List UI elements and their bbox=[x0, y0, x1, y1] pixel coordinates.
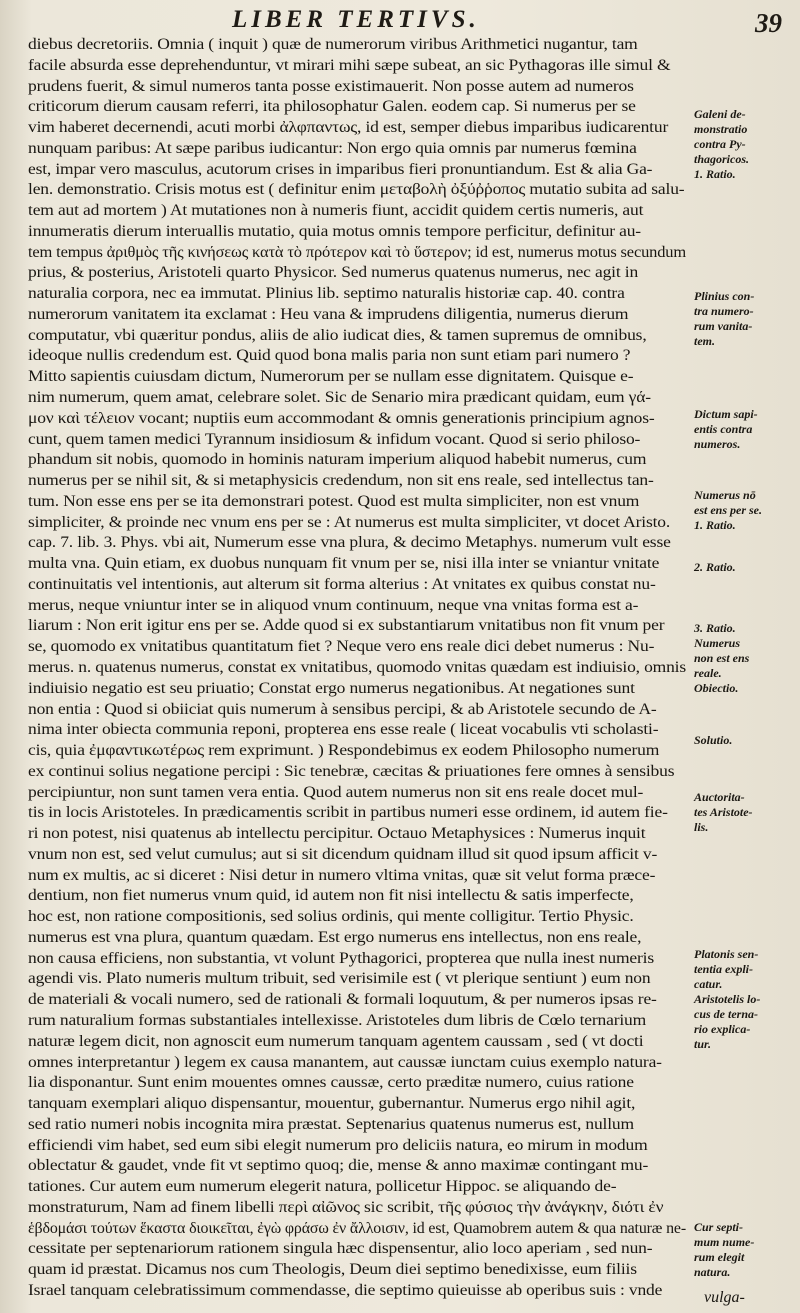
text-line: numerus est vna plura, quantum quædam. Est ergo numerus ens intellectus, non ens reale, bbox=[28, 927, 642, 946]
text-line: tationes. Cur autem eum numerum elegerit natura, pollicetur Hippoc. se aliquando de- bbox=[28, 1177, 617, 1196]
text-line: naturæ legem dicit, non agnoscit eum numerum tanquam agentem caussam , sed ( vt docti bbox=[28, 1031, 644, 1050]
text-line: cunt, quem tamen medici Tyrannum insidiosum & infidum vocant. Quod si serio philoso- bbox=[28, 429, 641, 448]
text-line: num ex multis, ac si diceret : Nisi detur in numero vltima vnitas, quæ sit velut forma præce- bbox=[28, 865, 656, 884]
text-line: numerus per se nihil sit, & si metaphysicis credendum, non sit ens reale, sed intellectus tan- bbox=[28, 471, 654, 490]
text-line: continuitatis vel intentionis, aut alterum sit forma alterius : At vnitates ex quibus constat nu- bbox=[28, 574, 656, 593]
margin-note: 3. Ratio. Numerus non est ens reale. Obiectio. bbox=[694, 621, 750, 695]
text-line: ri non potest, nisi quatenus ab intellectu percipitur. Octauo Metaphysices : Numerus inquit bbox=[28, 824, 646, 843]
text-line: rum naturalium formas substantiales intellexisse. Aristoteles dum libris de Cœlo ternarium bbox=[28, 1010, 647, 1029]
text-line: nim numerum, quem amat, celebrare solet. Sic de Senario mira prædicant quidam, eum γά- bbox=[28, 388, 651, 407]
text-line: omnes interpretantur ) legem ex causa manantem, aut caussæ iunctam cuius exemplo natura- bbox=[28, 1052, 662, 1071]
text-line: liarum : Non erit igitur ens per se. Adde quod si ex substantiarum vnitatibus non fit vnum per bbox=[28, 616, 665, 635]
text-line: multa vna. Quin etiam, ex duobus nunquam fit vnum per se, nisi illa inter se vniantur vnitate bbox=[28, 554, 660, 573]
margin-note: 2. Ratio. bbox=[694, 560, 736, 574]
text-line: μον καὶ τέλειον vocant; nuptiis eum accommodant & omnis generationis principium agnos- bbox=[28, 408, 655, 427]
text-line: tem tempus ἀριθμὸς τῆς κινήσεως κατὰ τὸ πρότερον καὶ τὸ ὕστερον; id est, numerus motus secundum bbox=[28, 242, 686, 261]
margin-note: Auctorita- tes Aristote- lis. bbox=[694, 790, 753, 834]
text-line: efficiendi vim habet, sed eum sibi elegit numerum pro deliciis natura, eo mirum in modum bbox=[28, 1135, 648, 1154]
margin-note: Solutio. bbox=[694, 733, 733, 747]
text-line: simpliciter, & proinde nec vnum ens per se : At numerus est multa simpliciter, vt docet Aristo. bbox=[28, 512, 671, 531]
text-line: prius, & posterius, Aristoteli quarto Physicor. Sed numerus quatenus numerus, nec agit in bbox=[28, 263, 639, 282]
text-line: ἑβδομάσι τούτων ἕκαστα διοικεῖται, ἐγὼ φράσω ἐν ἄλλοισιν, id est, Quamobrem autem & qua naturæ ne- bbox=[28, 1218, 686, 1237]
text-line: len. demonstratio. Crisis motus est ( definitur enim μεταβολὴ ὀξύῤῥοπος mutatio subita ad salu- bbox=[28, 180, 685, 199]
text-line: tem aut ad mortem ) At mutationes non à numeris fiunt, accidit quidem certis numeris, aut bbox=[28, 201, 644, 220]
text-line: sed ratio numeri nobis incognita mira præstat. Septenarius quatenus numerus est, nullum bbox=[28, 1114, 634, 1133]
margin-note: Plinius con- tra numero- rum vanita- tem. bbox=[694, 289, 755, 348]
margin-note: Galeni de- monstratio contra Py- thagoricos. 1. Ratio. bbox=[694, 107, 750, 181]
text-line: se, quomodo ex vnitatibus quantitatum fiet ? Neque vero ens reale dici debet numerus : Nu- bbox=[28, 637, 655, 656]
text-line: tanquam exemplari aliquo dispensantur, mouentur, gubernantur. Numerus ergo nihil agit, bbox=[28, 1094, 636, 1113]
text-line: tum. Non esse ens per se ita demonstrari potest. Quod est multa simpliciter, non est vnum bbox=[28, 491, 640, 510]
text-line: phandum sit nobis, quomodo in hominis naturam imperium aliquod habebit numerus, cum bbox=[28, 450, 647, 469]
text-line: ex continui solius negatione percipi : Sic tenebræ, cæcitas & priuationes fere omnes à sensibus bbox=[28, 761, 675, 780]
margin-note: Cur septi- mum nume- rum elegit natura. bbox=[694, 1220, 755, 1279]
text-line: computatur, vbi quæritur pondus, aliis de alio iudicat dies, & tamen supremus de omnibus, bbox=[28, 325, 647, 344]
text-line: percipiuntur, non sunt tamen vera entia. Quod autem numerus non sit ens reale docet mul- bbox=[28, 782, 644, 801]
text-line: ideoque nullis credendum est. Quid quod bona malis paria non sunt etiam pari numero ? bbox=[28, 346, 631, 365]
text-line: criticorum dierum causam referri, ita philosophatur Galen. eodem cap. Si numerus per se bbox=[28, 97, 636, 116]
running-title: LIBER TERTIVS. bbox=[232, 6, 480, 33]
text-line: dentium, non fiet numerus vnum quid, id autem non fit nisi intellectu & satis imperfecte, bbox=[28, 886, 634, 905]
text-line: merus, neque vniuntur inter se in aliquod vnum continuum, neque vna vnitas forma est a- bbox=[28, 595, 639, 614]
text-line: diebus decretoriis. Omnia ( inquit ) quæ de numerorum viribus Arithmetici nugantur, tam bbox=[28, 35, 638, 53]
main-text-block bbox=[28, 34, 686, 1301]
text-line: cessitate per septenariorum rationem singula hæc dispensentur, alio loco aperiam , sed nun- bbox=[28, 1239, 653, 1258]
text-line: Israel tanquam celebratissimum commendasse, die septimo quieuisse ab operibus suis : vnde bbox=[28, 1280, 663, 1299]
margin-note: Numerus nō est ens per se. 1. Ratio. bbox=[694, 488, 762, 532]
text-line: vim haberet decernendi, acuti morbi ἀλφπαντως, id est, semper diebus imparibus iudicarentur bbox=[28, 118, 669, 137]
margin-note: Platonis sen- tentia expli- catur. Aristotelis lo- cus de terna- rio explica- tur. bbox=[694, 947, 761, 1051]
text-line: cis, quia ἐμφαντικωτέρως rem exprimunt. ) Respondebimus ex eodem Philosopho numerum bbox=[28, 741, 660, 760]
text-line: lia disponantur. Sunt enim mouentes omnes caussæ, certo præditæ numero, cuius ratione bbox=[28, 1073, 634, 1092]
catchword: vulga- bbox=[704, 1289, 745, 1306]
text-line: de materiali & vocali numero, sed de rationali & formali loquutum, & per numeros ipsas re- bbox=[28, 990, 657, 1009]
text-line: innumeratis dierum interuallis mutatio, quia motus omnis tempore perficitur, definitur au- bbox=[28, 221, 641, 240]
text-line: tis in locis Aristoteles. In prædicamentis scribit in partibus numeri esse ordinem, id autem fie- bbox=[28, 803, 668, 822]
text-line: naturalia corpora, nec ea immutat. Plinius lib. septimo naturalis historiæ cap. 40. contra bbox=[28, 284, 625, 303]
text-line: nunquam paribus: At sæpe paribus iudicantur: Non ergo quia omnis par numerus fœmina bbox=[28, 138, 637, 157]
text-line: non causa efficiens, non substantia, vt volunt Pythagorici, propterea que nulla inest numeris bbox=[28, 948, 654, 967]
text-line: facile absurda esse deprehenduntur, vt mirari mihi sæpe subeat, an sic Pythagoras ille simul & bbox=[28, 55, 671, 74]
text-line: indiuisio negatio est seu priuatio; Constat ergo numerus negationibus. At negationes sunt bbox=[28, 678, 635, 697]
text-line: prudens fuerit, & simul numeros tanta posse existimauerit. Non posse autem ad numeros bbox=[28, 76, 634, 95]
text-line: oblectatur & gaudet, vnde fit vt septimo quoq; die, mense & anno maximæ contingant mu- bbox=[28, 1156, 649, 1175]
page-number: 39 bbox=[755, 8, 782, 38]
text-line: agendi vis. Plato numeris multum tribuit, sed verisimile est ( vt plerique sentiunt ) eum non bbox=[28, 969, 651, 988]
text-line: monstraturum, Nam ad finem libelli περὶ αἰῶνος sic scribit, τῆς φύσιος τὴν ἀνάγκην, διότι ἐν bbox=[28, 1197, 664, 1216]
text-line: vnum non est, sed velut cumulus; aut si sit dicendum quidnam illud sit quod ipsum afficit v- bbox=[28, 844, 658, 863]
text-line: nima inter obiecta communia reponi, propterea ens esse reale ( liceat vocabulis vti scholasti- bbox=[28, 720, 659, 739]
text-line: non entia : Quod si obiiciat quis numerum à sensibus percipi, & ab Aristotele secundo de A- bbox=[28, 699, 657, 718]
text-line: merus. n. quatenus numerus, constat ex vnitatibus, quomodo vnitas quædam est indiuisio, omnis bbox=[28, 657, 686, 676]
text-line: cap. 7. lib. 3. Phys. vbi ait, Numerum esse vna plura, & decimo Metaphys. numerum vult esse bbox=[28, 533, 671, 552]
text-line: Mitto sapientis cuiusdam dictum, Numerorum per se nullam esse dignitatem. Quisque e- bbox=[28, 367, 634, 386]
text-line: est, impar vero masculus, acutorum crises in imparibus fieri pronuntiandum. Est & alia Ga- bbox=[28, 159, 653, 178]
text-line: quam id præstat. Dicamus nos cum Theologis, Deum diei septimo benedixisse, eum filiis bbox=[28, 1260, 637, 1279]
margin-note: Dictum sapi- entis contra numeros. bbox=[694, 407, 758, 451]
text-line: hoc est, non ratione compositionis, sed solius ordinis, qui mente colligitur. Tertio Physic. bbox=[28, 907, 634, 926]
text-line: numerorum vanitatem ita exclamat : Heu vana & imprudens diligentia, numerus dierum bbox=[28, 304, 629, 323]
